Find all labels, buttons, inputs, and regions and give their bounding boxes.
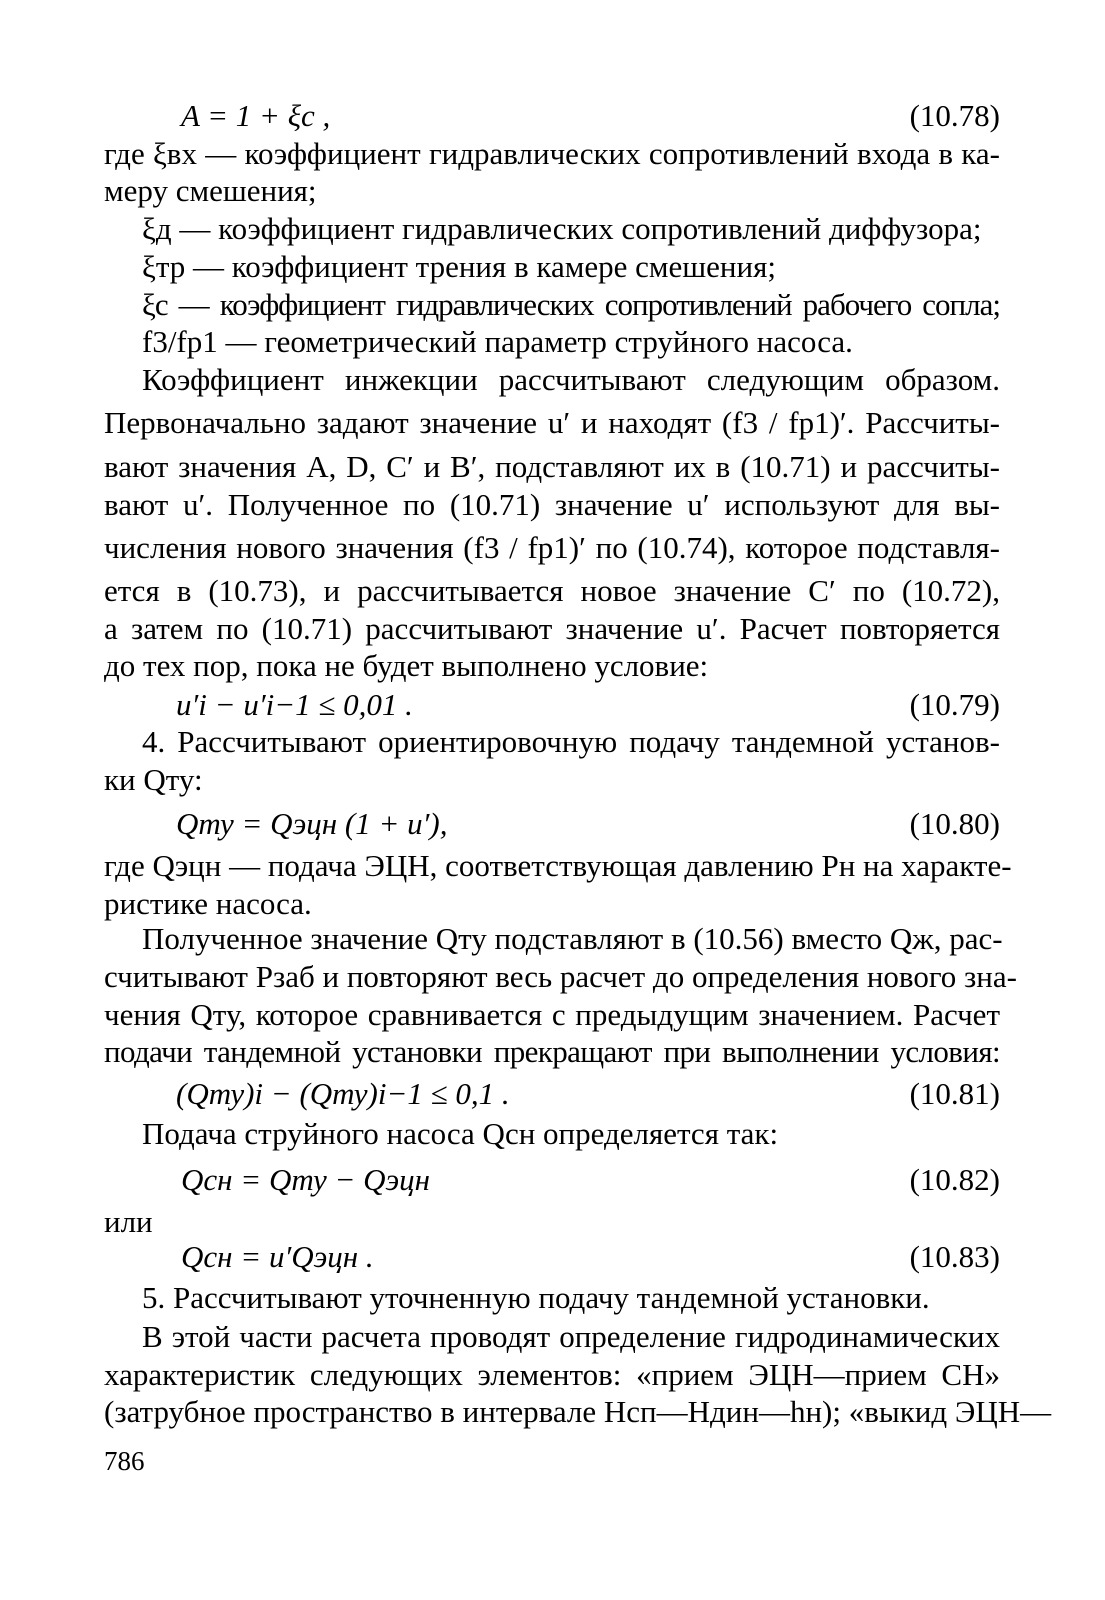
text-line: Коэффициент инжекции рассчитывают следующим образом. (142, 362, 1000, 397)
equation-number: (10.81) (909, 1076, 1000, 1111)
text-line: где ξвх — коэффициент гидравлических сопротивлений входа в ка- (104, 136, 1000, 171)
equation-10-80: Qту = Qэцн (1 + u′), (176, 806, 448, 841)
text-line: f3/fр1 — геометрический параметр струйного насоса. (142, 324, 853, 359)
text-line: ξс — коэффициент гидравлических сопротивлений рабочего сопла; (142, 287, 1000, 322)
text-line: В этой части расчета проводят определение гидродинамических (142, 1319, 1000, 1354)
equation-number: (10.80) (909, 806, 1000, 841)
equation-10-81: (Qту)i − (Qту)i−1 ≤ 0,1 . (176, 1076, 510, 1111)
text-line: ξд — коэффициент гидравлических сопротивлений диффузора; (142, 211, 982, 246)
text-line: считывают Pзаб и повторяют весь расчет до определения нового зна- (104, 959, 1017, 994)
equation-10-79: u′i − u′i−1 ≤ 0,01 . (176, 687, 413, 722)
text-line: числения нового значения (f3 / fр1)′ по (10.74), которое подставля- (104, 530, 1000, 565)
text-line: Первоначально задают значение u′ и находят (f3 / fр1)′. Рассчиты- (104, 405, 1000, 440)
text-line: 5. Рассчитывают уточненную подачу тандемной установки. (142, 1280, 930, 1315)
equation-10-82: Qсн = Qту − Qэцн (181, 1162, 431, 1197)
text-line: меру смешения; (104, 173, 317, 208)
text-line: ристике насоса. (104, 886, 312, 921)
text-line: Полученное значение Qту подставляют в (10.56) вместо Qж, рас- (142, 921, 1003, 956)
text-line: ки Qту: (104, 762, 203, 797)
equation-10-83: Qсн = u′Qэцн . (181, 1239, 374, 1274)
text-line: подачи тандемной установки прекращают при выполнении условия: (104, 1034, 1000, 1069)
text-line: чения Qту, которое сравнивается с предыдущим значением. Расчет (104, 997, 1000, 1032)
equation-number: (10.83) (909, 1239, 1000, 1274)
page-number: 786 (104, 1446, 145, 1476)
text-line: ется в (10.73), и рассчитывается новое значение C′ по (10.72), (104, 573, 1000, 608)
equation-number: (10.79) (909, 687, 1000, 722)
text-line: ξтр — коэффициент трения в камере смешения; (142, 249, 776, 284)
text-line: или (104, 1204, 153, 1239)
equation-number: (10.82) (909, 1162, 1000, 1197)
text-line: 4. Рассчитывают ориентировочную подачу тандемной установ- (142, 724, 1000, 759)
equation-number: (10.78) (909, 98, 1000, 133)
text-line: а затем по (10.71) рассчитывают значение u′. Расчет повторяется (104, 611, 1000, 646)
text-line: Подача струйного насоса Qсн определяется так: (142, 1116, 779, 1151)
equation-10-78: A = 1 + ξс , (181, 98, 331, 133)
text-line: до тех пор, пока не будет выполнено условие: (104, 648, 709, 683)
text-line: вают u′. Полученное по (10.71) значение u′ используют для вы- (104, 487, 1000, 522)
text-line: (затрубное пространство в интервале Hсп—Hдин—hн); «выкид ЭЦН— (104, 1394, 1052, 1429)
text-line: где Qэцн — подача ЭЦН, соответствующая давлению Pн на характе- (104, 848, 1012, 883)
text-line: характеристик следующих элементов: «прием ЭЦН—прием СН» (104, 1357, 1000, 1392)
text-line: вают значения A, D, C′ и B′, подставляют их в (10.71) и рассчиты- (104, 449, 1000, 484)
